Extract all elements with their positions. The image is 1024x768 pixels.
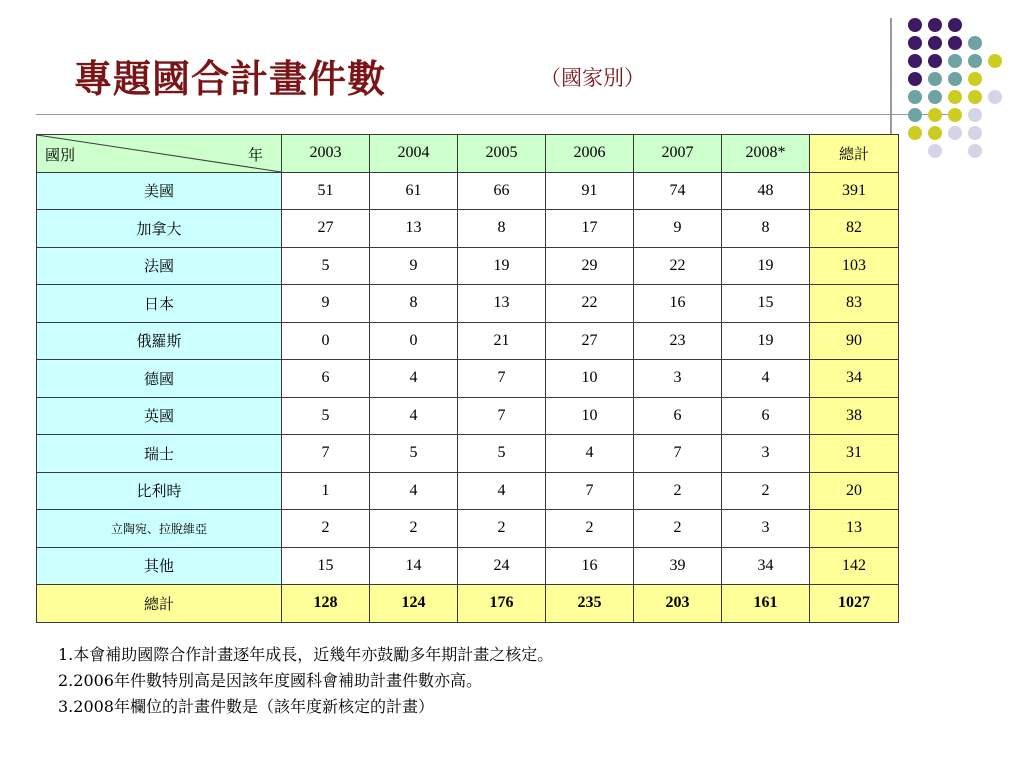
value-cell: 22 [634, 247, 722, 285]
value-cell: 5 [282, 397, 370, 435]
value-cell: 6 [634, 397, 722, 435]
decor-dot [928, 144, 942, 158]
value-cell: 5 [282, 247, 370, 285]
value-cell: 74 [634, 172, 722, 210]
value-cell: 16 [546, 547, 634, 585]
value-cell: 5 [370, 435, 458, 473]
decor-dot [928, 72, 942, 86]
corner-header-cell [37, 135, 282, 173]
value-cell: 10 [546, 360, 634, 398]
country-cell: 德國 [37, 360, 282, 398]
value-cell: 24 [458, 547, 546, 585]
value-cell: 7 [634, 435, 722, 473]
value-cell: 6 [282, 360, 370, 398]
decor-dot [908, 90, 922, 104]
sum-value-cell: 235 [546, 585, 634, 623]
value-cell: 1 [282, 472, 370, 510]
value-cell: 13 [370, 210, 458, 248]
value-cell: 27 [282, 210, 370, 248]
value-cell: 3 [722, 435, 810, 473]
value-cell: 2 [634, 472, 722, 510]
corner-label-year: 年 [247, 146, 263, 164]
country-cell: 瑞士 [37, 435, 282, 473]
decor-dot [988, 54, 1002, 68]
country-cell: 立陶宛、拉脫維亞 [37, 510, 282, 548]
country-cell: 加拿大 [37, 210, 282, 248]
year-header: 2004 [370, 135, 458, 173]
row-total-cell: 391 [810, 172, 899, 210]
value-cell: 4 [370, 360, 458, 398]
value-cell: 15 [282, 547, 370, 585]
value-cell: 9 [634, 210, 722, 248]
notes [58, 642, 553, 720]
country-cell: 法國 [37, 247, 282, 285]
value-cell: 17 [546, 210, 634, 248]
note-line: 2.2006年件數特別高是因該年度國科會補助計畫件數亦高。 [58, 671, 482, 690]
country-cell: 日本 [37, 285, 282, 323]
row-total-cell: 82 [810, 210, 899, 248]
decor-dot [968, 126, 982, 140]
decor-dot [988, 90, 1002, 104]
decor-dot [968, 108, 982, 122]
decor-dot [908, 126, 922, 140]
value-cell: 34 [722, 547, 810, 585]
value-cell: 8 [458, 210, 546, 248]
year-header: 2006 [546, 135, 634, 173]
row-total-cell: 103 [810, 247, 899, 285]
table-row [37, 172, 899, 210]
value-cell: 7 [458, 397, 546, 435]
decor-dot [908, 108, 922, 122]
value-cell: 2 [546, 510, 634, 548]
decor-dot [948, 36, 962, 50]
decor-dot [908, 54, 922, 68]
value-cell: 4 [458, 472, 546, 510]
table-header-row [37, 135, 899, 173]
value-cell: 8 [722, 210, 810, 248]
year-header: 2003 [282, 135, 370, 173]
country-cell: 英國 [37, 397, 282, 435]
table-row [37, 547, 899, 585]
sum-row [37, 585, 899, 623]
value-cell: 6 [722, 397, 810, 435]
value-cell: 7 [282, 435, 370, 473]
sum-value-cell: 124 [370, 585, 458, 623]
value-cell: 13 [458, 285, 546, 323]
value-cell: 4 [370, 397, 458, 435]
value-cell: 5 [458, 435, 546, 473]
decor-dot [948, 72, 962, 86]
value-cell: 2 [722, 472, 810, 510]
table-row [37, 322, 899, 360]
value-cell: 2 [282, 510, 370, 548]
value-cell: 19 [458, 247, 546, 285]
value-cell: 2 [458, 510, 546, 548]
decor-dot [928, 108, 942, 122]
value-cell: 3 [722, 510, 810, 548]
table-row [37, 210, 899, 248]
table-row [37, 397, 899, 435]
value-cell: 14 [370, 547, 458, 585]
row-total-cell: 13 [810, 510, 899, 548]
value-cell: 66 [458, 172, 546, 210]
value-cell: 27 [546, 322, 634, 360]
row-total-cell: 38 [810, 397, 899, 435]
value-cell: 39 [634, 547, 722, 585]
decor-dot [968, 72, 982, 86]
decor-dot [948, 18, 962, 32]
value-cell: 0 [282, 322, 370, 360]
value-cell: 91 [546, 172, 634, 210]
value-cell: 8 [370, 285, 458, 323]
row-total-cell: 31 [810, 435, 899, 473]
decor-horizontal-line [36, 114, 956, 115]
decor-dot [928, 90, 942, 104]
value-cell: 22 [546, 285, 634, 323]
decor-dot [948, 126, 962, 140]
value-cell: 61 [370, 172, 458, 210]
country-cell: 其他 [37, 547, 282, 585]
note-line: 1.本會補助國際合作計畫逐年成長，近幾年亦鼓勵多年期計畫之核定。 [58, 645, 554, 664]
value-cell: 0 [370, 322, 458, 360]
row-total-cell: 90 [810, 322, 899, 360]
value-cell: 2 [370, 510, 458, 548]
table-row [37, 510, 899, 548]
year-header: 2007 [634, 135, 722, 173]
country-cell: 美國 [37, 172, 282, 210]
value-cell: 19 [722, 322, 810, 360]
sum-label-cell: 總計 [37, 585, 282, 623]
sum-value-cell: 128 [282, 585, 370, 623]
country-cell: 比利時 [37, 472, 282, 510]
value-cell: 51 [282, 172, 370, 210]
table-row [37, 435, 899, 473]
row-total-cell: 20 [810, 472, 899, 510]
value-cell: 21 [458, 322, 546, 360]
country-cell: 俄羅斯 [37, 322, 282, 360]
decor-dot [968, 90, 982, 104]
value-cell: 7 [546, 472, 634, 510]
total-header: 總計 [810, 135, 899, 173]
row-total-cell: 34 [810, 360, 899, 398]
sum-value-cell: 203 [634, 585, 722, 623]
decor-dot [908, 36, 922, 50]
decor-dot [968, 36, 982, 50]
value-cell: 10 [546, 397, 634, 435]
value-cell: 3 [634, 360, 722, 398]
year-header: 2005 [458, 135, 546, 173]
table-row [37, 472, 899, 510]
country-year-table [36, 134, 899, 623]
value-cell: 16 [634, 285, 722, 323]
value-cell: 15 [722, 285, 810, 323]
value-cell: 7 [458, 360, 546, 398]
decor-dot [928, 18, 942, 32]
decor-dot [928, 126, 942, 140]
value-cell: 23 [634, 322, 722, 360]
value-cell: 29 [546, 247, 634, 285]
decor-dot [948, 54, 962, 68]
value-cell: 4 [546, 435, 634, 473]
value-cell: 4 [722, 360, 810, 398]
value-cell: 48 [722, 172, 810, 210]
page-title: 專題國合計畫件數 [74, 56, 387, 101]
grand-total-cell: 1027 [810, 585, 899, 623]
table-row [37, 285, 899, 323]
decor-dot [948, 108, 962, 122]
row-total-cell: 142 [810, 547, 899, 585]
note-line: 3.2008年欄位的計畫件數是（該年度新核定的計畫） [58, 697, 434, 716]
decor-dot [968, 144, 982, 158]
value-cell: 19 [722, 247, 810, 285]
page-subtitle: （國家別） [540, 66, 645, 90]
decor-dot [908, 18, 922, 32]
decor-dot [948, 90, 962, 104]
decor-dot-grid [900, 10, 1010, 170]
sum-value-cell: 161 [722, 585, 810, 623]
value-cell: 4 [370, 472, 458, 510]
decor-dot [928, 54, 942, 68]
value-cell: 9 [282, 285, 370, 323]
value-cell: 9 [370, 247, 458, 285]
table-row [37, 360, 899, 398]
sum-value-cell: 176 [458, 585, 546, 623]
decor-dot [908, 72, 922, 86]
decor-dot [928, 36, 942, 50]
year-header: 2008* [722, 135, 810, 173]
value-cell: 2 [634, 510, 722, 548]
row-total-cell: 83 [810, 285, 899, 323]
table-row [37, 247, 899, 285]
corner-label-country: 國別 [45, 146, 76, 164]
decor-dot [968, 54, 982, 68]
